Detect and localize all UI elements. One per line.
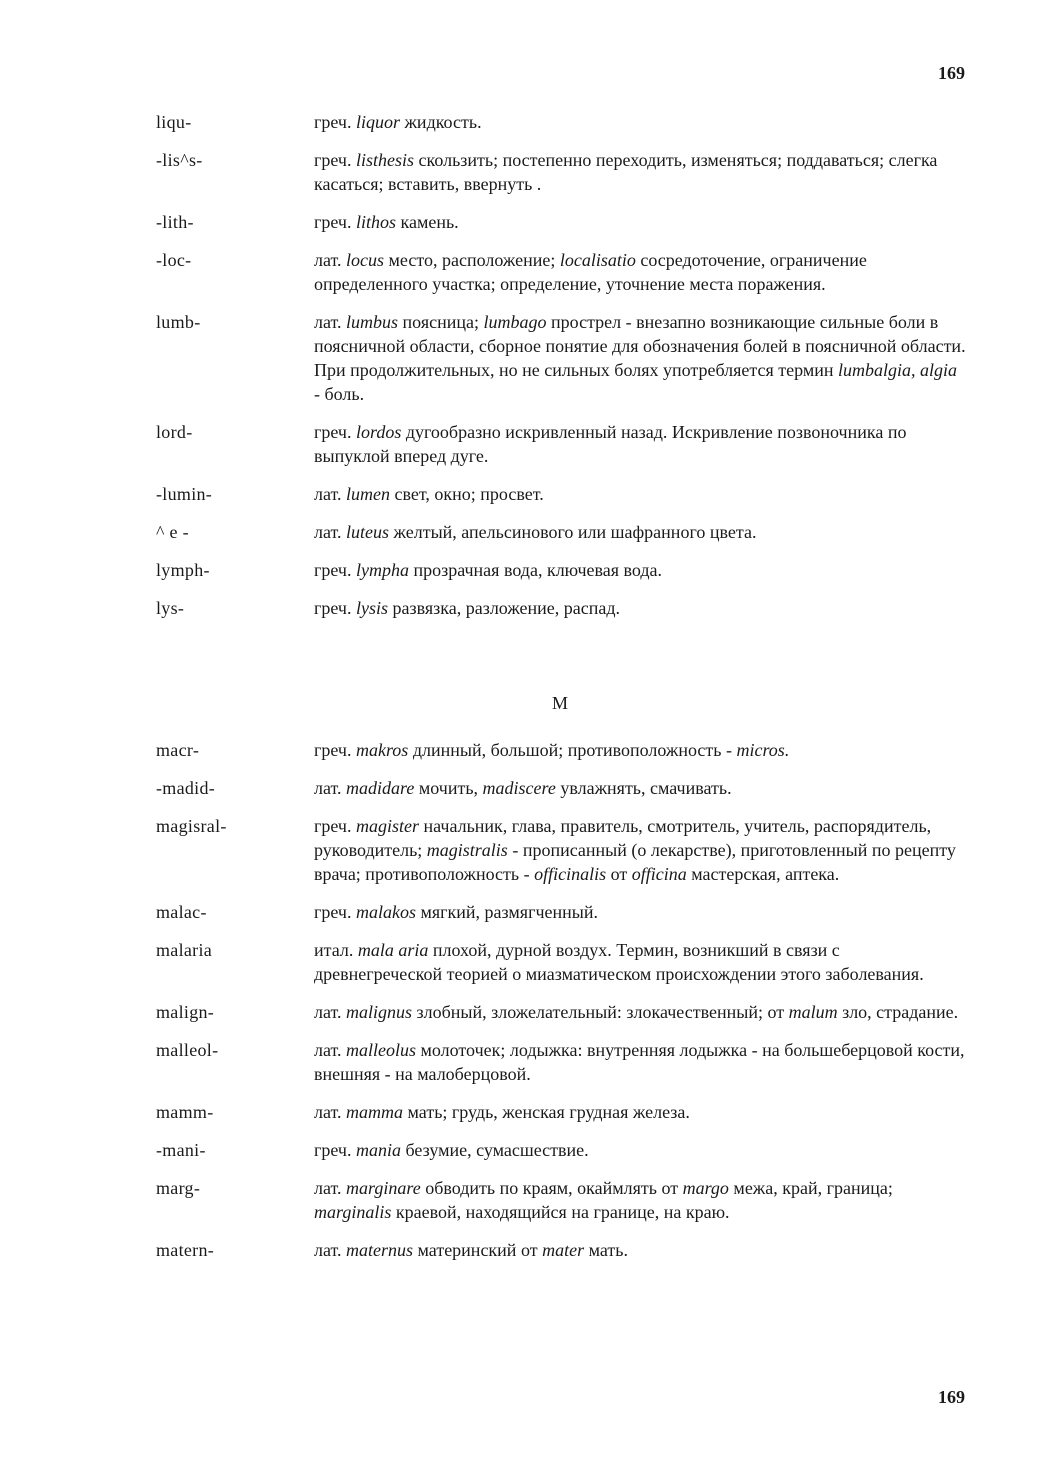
- dictionary-entry: [156, 1238, 966, 1262]
- definition-italic-term: lithos: [355, 212, 396, 232]
- dictionary-entry: [156, 938, 966, 986]
- definition-text: камень.: [396, 212, 459, 232]
- dictionary-entry: [156, 814, 966, 886]
- definition-text: дугообразно искривленный назад. Искривление позвоночника по выпуклой вперед дуге.: [314, 422, 907, 466]
- entry-definition: [314, 814, 966, 886]
- entry-term: magisral-: [156, 816, 227, 836]
- definition-italic-term: makros: [355, 740, 409, 760]
- entry-term: lumb-: [156, 312, 201, 332]
- definition-text: обводить по краям, окаймлять от: [420, 1178, 683, 1198]
- dictionary-entry: [156, 558, 966, 582]
- definition-italic-term: marginare: [346, 1178, 421, 1198]
- definition-text: греч.: [314, 560, 356, 580]
- definition-italic-term: micros.: [736, 740, 790, 760]
- definition-italic-term: mala aria: [357, 940, 429, 960]
- entry-term: lymph-: [156, 560, 210, 580]
- dictionary-entry: [156, 1000, 966, 1024]
- definition-text: лат.: [314, 484, 347, 504]
- entry-definition: [314, 1138, 966, 1162]
- definition-text: лат.: [314, 522, 347, 542]
- definition-text: зло, страдание.: [837, 1002, 959, 1022]
- entry-term: lys-: [156, 598, 185, 618]
- dictionary-entry: [156, 738, 966, 762]
- definition-text: греч.: [314, 902, 356, 922]
- dictionary-entry: [156, 1038, 966, 1086]
- entry-definition: [314, 310, 966, 406]
- dictionary-entry: [156, 148, 966, 196]
- dictionary-entry: [156, 776, 966, 800]
- definition-text: желтый, апельсинового или шафранного цвета.: [389, 522, 757, 542]
- entry-definition: [314, 248, 966, 296]
- dictionary-entry: [156, 482, 966, 506]
- entry-definition: [314, 110, 966, 134]
- dictionary-entry: [156, 1138, 966, 1162]
- definition-text: лат.: [314, 250, 347, 270]
- definition-text: мать.: [584, 1240, 628, 1260]
- definition-text: сосредоточение, ограничение определенного участка; определение, уточнение места поражения.: [314, 250, 867, 294]
- definition-italic-term: officina: [631, 864, 687, 884]
- definition-text: скользить; постепенно переходить, изменяться; поддаваться; слегка касаться; вставить, ввернуть .: [314, 150, 938, 194]
- definition-italic-term: lumbago: [483, 312, 547, 332]
- entry-definition: [314, 1000, 966, 1024]
- definition-italic-term: magister: [355, 816, 419, 836]
- definition-text: лат.: [314, 1240, 347, 1260]
- definition-italic-term: marginalis: [314, 1202, 392, 1222]
- entry-term: lord-: [156, 422, 193, 442]
- entry-definition: [314, 420, 966, 468]
- definition-text: мягкий, размягченный.: [415, 902, 598, 922]
- entry-term: mamm-: [156, 1102, 214, 1122]
- dictionary-entry: [156, 596, 966, 620]
- entry-definition: [314, 596, 966, 620]
- definition-italic-term: lumbus: [346, 312, 399, 332]
- definition-text: поясница;: [398, 312, 484, 332]
- entry-term: -loc-: [156, 250, 192, 270]
- entry-term: malac-: [156, 902, 207, 922]
- definition-text: греч.: [314, 1140, 356, 1160]
- definition-text: мастерская, аптека.: [686, 864, 840, 884]
- definition-text: место, расположение;: [384, 250, 560, 270]
- definition-italic-term: localisatio: [559, 250, 636, 270]
- entry-term: matern-: [156, 1240, 215, 1260]
- definition-text: греч.: [314, 816, 356, 836]
- definition-italic-term: malakos: [355, 902, 416, 922]
- dictionary-entry: [156, 310, 966, 406]
- definition-text: жидкость.: [400, 112, 482, 132]
- entry-term: -lis^s-: [156, 150, 203, 170]
- entry-term: macr-: [156, 740, 200, 760]
- entry-term: malleol-: [156, 1040, 219, 1060]
- entry-definition: [314, 938, 966, 986]
- entry-term: -madid-: [156, 778, 216, 798]
- entry-term: -lumin-: [156, 484, 213, 504]
- entry-term: -lith-: [156, 212, 194, 232]
- definition-italic-term: liquor: [355, 112, 400, 132]
- definition-text: материнский от: [413, 1240, 543, 1260]
- definition-text: прозрачная вода, ключевая вода.: [408, 560, 663, 580]
- dictionary-section-m: [156, 738, 966, 1262]
- page-number-top: 169: [938, 63, 965, 83]
- definition-italic-term: malignus: [346, 1002, 413, 1022]
- definition-text: начальник, глава, правитель, смотритель, учитель, распорядитель, руководитель;: [314, 816, 932, 860]
- entry-term: malign-: [156, 1002, 215, 1022]
- definition-italic-term: malleolus: [346, 1040, 417, 1060]
- definition-text: свет, окно; просвет.: [390, 484, 544, 504]
- section-heading-letter: М: [551, 693, 568, 713]
- definition-italic-term: madiscere: [482, 778, 556, 798]
- dictionary-entry: [156, 900, 966, 924]
- definition-text: увлажнять, смачивать.: [555, 778, 732, 798]
- definition-text: - боль.: [314, 384, 365, 404]
- definition-text: лат.: [314, 1040, 347, 1060]
- definition-text: греч.: [314, 422, 356, 442]
- definition-italic-term: luteus: [346, 522, 390, 542]
- entry-definition: [314, 1100, 966, 1124]
- entry-definition: [314, 900, 966, 924]
- definition-italic-term: mamma: [346, 1102, 404, 1122]
- definition-italic-term: maternus: [346, 1240, 414, 1260]
- definition-text: мочить,: [414, 778, 483, 798]
- definition-text: межа, край, граница;: [728, 1178, 893, 1198]
- dictionary-entry: [156, 1100, 966, 1124]
- page-number-bottom: 169: [938, 1387, 965, 1407]
- definition-italic-term: lumbalgia, algia: [838, 360, 958, 380]
- dictionary-entry: [156, 248, 966, 296]
- definition-italic-term: mania: [355, 1140, 401, 1160]
- definition-text: греч.: [314, 112, 356, 132]
- definition-italic-term: lysis: [355, 598, 388, 618]
- entry-definition: [314, 148, 966, 196]
- definition-text: лат.: [314, 312, 347, 332]
- definition-text: лат.: [314, 1002, 347, 1022]
- definition-text: плохой, дурной воздух. Термин, возникший в связи с древнегреческой теорией о миазматическом происхождении этого заболевания.: [314, 940, 924, 984]
- definition-italic-term: listhesis: [355, 150, 414, 170]
- dictionary-entry: [156, 420, 966, 468]
- dictionary-entry: [156, 520, 966, 544]
- definition-italic-term: officinalis: [534, 864, 607, 884]
- definition-italic-term: margo: [682, 1178, 729, 1198]
- definition-text: - прописанный (о лекарстве), приготовленный по рецепту врача; противоположность -: [314, 840, 956, 884]
- entry-definition: [314, 738, 966, 762]
- definition-text: греч.: [314, 740, 356, 760]
- definition-text: греч.: [314, 598, 356, 618]
- definition-italic-term: malum: [788, 1002, 838, 1022]
- dictionary-section-l: [156, 110, 966, 620]
- definition-italic-term: locus: [346, 250, 385, 270]
- entry-definition: [314, 1038, 966, 1086]
- entry-definition: [314, 558, 966, 582]
- entry-definition: [314, 1176, 966, 1224]
- dictionary-entry: [156, 110, 966, 134]
- dictionary-entry: [156, 1176, 966, 1224]
- entry-term: -mani-: [156, 1140, 206, 1160]
- entry-definition: [314, 210, 966, 234]
- definition-text: лат.: [314, 1178, 347, 1198]
- entry-definition: [314, 776, 966, 800]
- definition-italic-term: lordos: [355, 422, 402, 442]
- entry-term: liqu-: [156, 112, 192, 132]
- definition-italic-term: madidare: [346, 778, 415, 798]
- definition-text: греч.: [314, 150, 356, 170]
- definition-text: лат.: [314, 778, 347, 798]
- definition-text: безумие, сумасшествие.: [400, 1140, 589, 1160]
- definition-text: развязка, разложение, распад.: [388, 598, 621, 618]
- definition-text: длинный, большой; противоположность -: [408, 740, 737, 760]
- definition-italic-term: mater: [542, 1240, 585, 1260]
- definition-text: итал.: [314, 940, 358, 960]
- definition-text: греч.: [314, 212, 356, 232]
- definition-italic-term: magistralis: [426, 840, 508, 860]
- entry-definition: [314, 1238, 966, 1262]
- definition-text: краевой, находящийся на границе, на краю.: [391, 1202, 730, 1222]
- definition-text: лат.: [314, 1102, 347, 1122]
- definition-text: злобный, зложелательный: злокачественный; от: [412, 1002, 789, 1022]
- dictionary-entry: [156, 210, 966, 234]
- definition-text: прострел - внезапно возникающие сильные боли в поясничной области, сборное понятие для обозначения болей в поясничной области. При продолжительных, но не сильных болях употребляется термин: [314, 312, 966, 380]
- entry-term: marg-: [156, 1178, 201, 1198]
- entry-definition: [314, 520, 966, 544]
- definition-text: мать; грудь, женская грудная железа.: [403, 1102, 690, 1122]
- definition-text: молоточек; лодыжка: внутренняя лодыжка - на большеберцовой кости, внешняя - на малоберцовой.: [314, 1040, 965, 1084]
- entry-definition: [314, 482, 966, 506]
- definition-italic-term: lympha: [355, 560, 409, 580]
- definition-text: от: [606, 864, 632, 884]
- definition-italic-term: lumen: [346, 484, 391, 504]
- entry-term: ^ e -: [156, 522, 189, 542]
- entry-term: malaria: [156, 940, 213, 960]
